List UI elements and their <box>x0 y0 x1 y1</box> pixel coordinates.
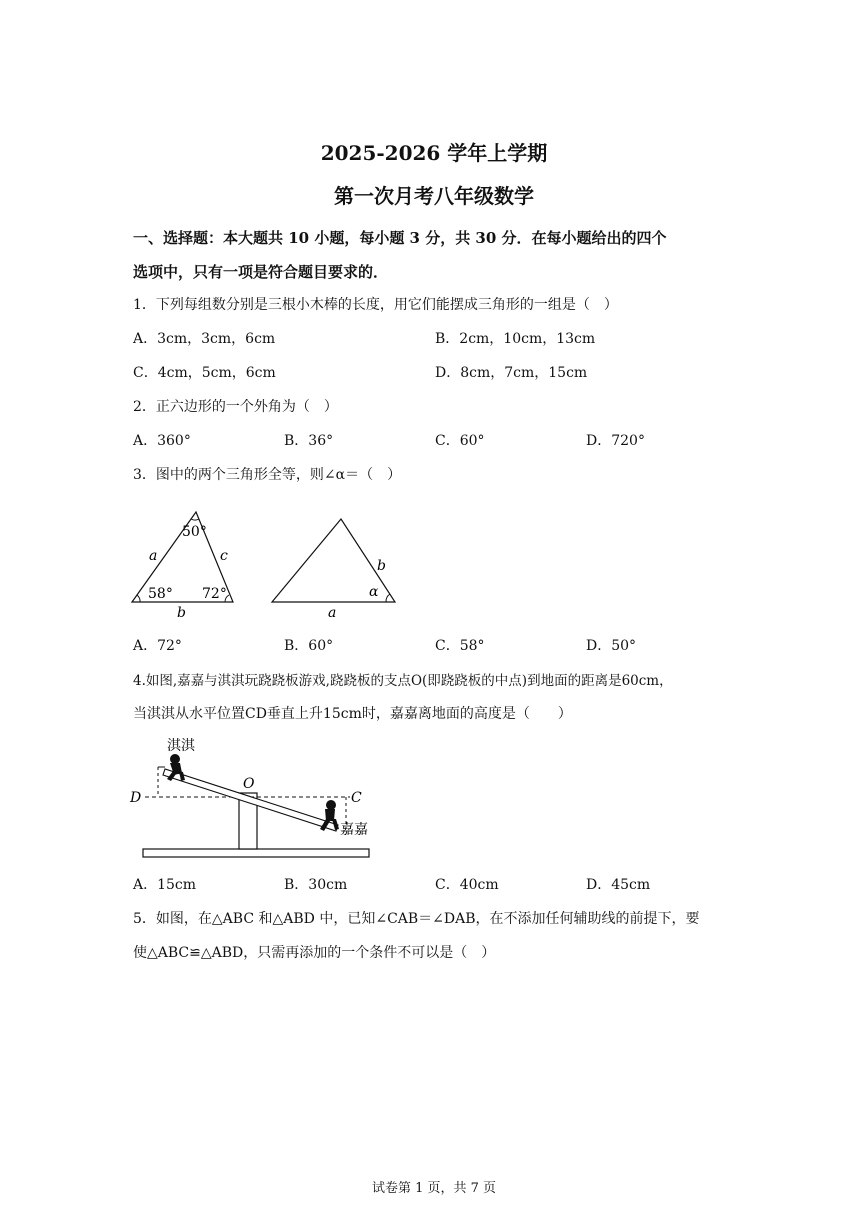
question-3-option-c: C．58° <box>435 638 485 654</box>
label-o: O <box>243 776 255 792</box>
exam-title-line1: 2025-2026 学年上学期 <box>320 141 548 165</box>
label-c: C <box>351 790 362 806</box>
section-heading-line2: 选项中，只有一项是符合题目要求的． <box>133 263 389 281</box>
label-jiajia: 嘉嘉 <box>340 822 368 838</box>
question-2-option-a: A．360° <box>133 433 191 449</box>
triangle-1-side-left-label: a <box>149 548 158 564</box>
question-2-option-d: D．720° <box>586 433 645 449</box>
question-2-stem: 2．正六边形的一个外角为（ ） <box>133 399 338 415</box>
triangle-2-side-right-label: b <box>377 558 386 574</box>
question-4-seesaw-figure <box>125 735 385 865</box>
question-3-option-d: D．50° <box>586 638 637 654</box>
question-4-option-b: B．30cm <box>284 877 348 893</box>
question-2-option-b: B．36° <box>284 433 334 449</box>
triangle-2-angle-arc <box>386 594 390 602</box>
question-1-option-c: C．4cm，5cm，6cm <box>133 365 276 381</box>
triangle-1-left-angle-label: 58° <box>148 586 173 602</box>
triangle-1-top-angle-arc <box>191 519 199 520</box>
exam-title-line2: 第一次月考八年级数学 <box>334 184 534 208</box>
question-5-stem-line2: 使△ABC≌△ABD，只需再添加的一个条件不可以是（ ） <box>133 945 496 961</box>
section-heading-line1: 一、选择题：本大题共 10 小题，每小题 3 分，共 30 分．在每小题给出的四个 <box>133 229 667 247</box>
triangle-2-angle-label: α <box>369 584 379 600</box>
question-1-option-d: D．8cm，7cm，15cm <box>435 365 588 381</box>
triangle-1-right-angle-label: 72° <box>202 586 227 602</box>
triangle-2-side-bottom-label: a <box>328 605 337 621</box>
ground <box>143 849 369 857</box>
label-d: D <box>130 790 142 806</box>
question-1-option-b: B．2cm，10cm，13cm <box>435 331 596 347</box>
triangle-1-top-angle-label: 50° <box>182 524 207 540</box>
triangle-1-side-bottom-label: b <box>177 605 186 621</box>
question-4-option-d: D．45cm <box>586 877 651 893</box>
question-4-stem-line1: 4.如图,嘉嘉与淇淇玩跷跷板游戏,跷跷板的支点O(即跷跷板的中点)到地面的距离是60cm， <box>133 673 673 689</box>
question-2-option-c: C．60° <box>435 433 485 449</box>
question-3-stem: 3．图中的两个三角形全等，则∠α＝（ ） <box>133 467 402 483</box>
triangle-1-side-right-label: c <box>220 548 228 564</box>
question-3-option-b: B．60° <box>284 638 334 654</box>
question-4-option-c: C．40cm <box>435 877 499 893</box>
page-footer: 试卷第 1 页，共 7 页 <box>371 1181 497 1196</box>
question-1-stem: 1．下列每组数分别是三根小木棒的长度，用它们能摆成三角形的一组是（ ） <box>133 297 618 313</box>
question-4-stem-line2: 当淇淇从水平位置CD垂直上升15cm时，嘉嘉离地面的高度是（ ） <box>133 706 572 722</box>
question-1-option-a: A．3cm，3cm，6cm <box>133 331 276 347</box>
question-3-option-a: A．72° <box>133 638 182 654</box>
question-3-figure <box>125 505 415 625</box>
label-qiqi: 淇淇 <box>167 738 195 754</box>
question-4-option-a: A．15cm <box>133 877 197 893</box>
triangle-1-left-angle-arc <box>137 595 140 602</box>
question-5-stem-line1: 5．如图，在△ABC 和△ABD 中，已知∠CAB＝∠DAB，在不添加任何辅助线的前提下，要 <box>133 911 700 927</box>
